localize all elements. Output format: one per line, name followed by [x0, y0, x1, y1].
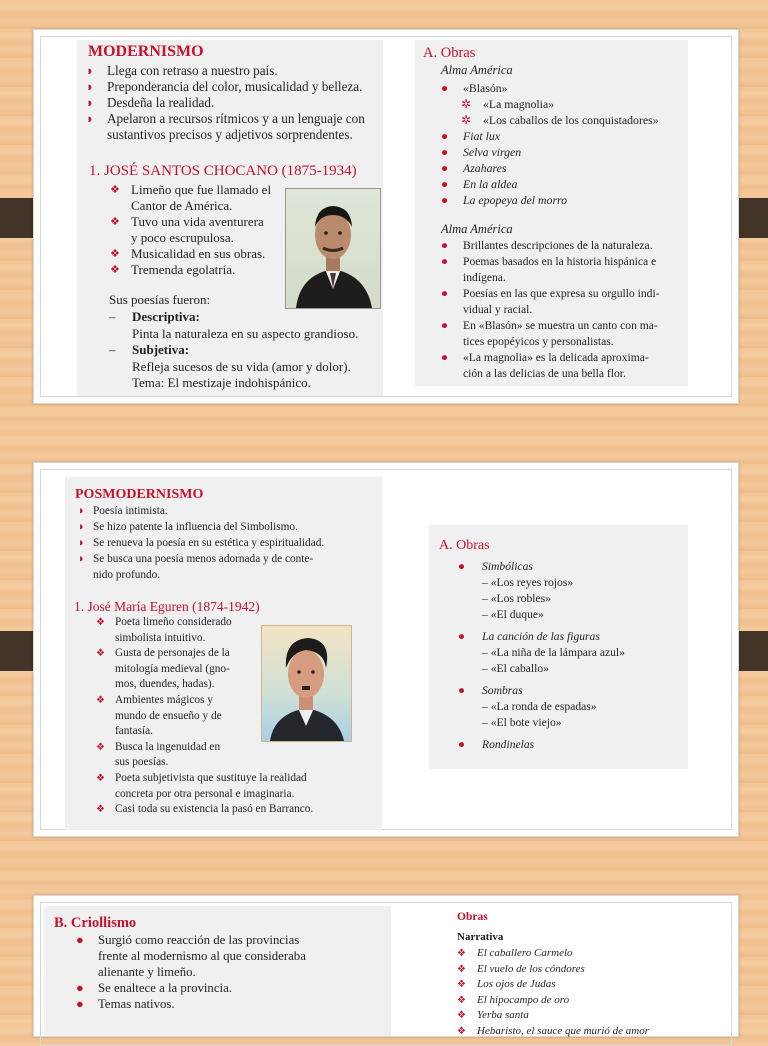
portrait-illustration: [262, 626, 351, 741]
list-item: ❖ Los ojos de Judas: [457, 977, 727, 993]
obras-heading: A. Obras: [423, 45, 476, 61]
dot-bullet-icon: ●: [441, 351, 449, 364]
diamond-bullet-icon: ❖: [96, 617, 105, 628]
list-item: ❖ Busca la ingenuidad en sus poesías.: [96, 740, 221, 769]
dot-bullet-icon: ●: [76, 981, 84, 995]
bullet-icon: ◗: [86, 63, 94, 78]
dot-bullet-icon: ●: [441, 255, 449, 268]
list-item: ● «Blasón»: [441, 81, 508, 95]
diamond-bullet-icon: ❖: [96, 804, 105, 816]
posmodernismo-bullets: [78, 503, 378, 583]
list-item: ◗ Llega con retraso a nuestro país.: [86, 63, 278, 78]
list-item: ◗ Poesía intimista.: [78, 505, 168, 517]
dot-bullet-icon: ●: [441, 177, 449, 191]
list-item: ❖ El caballero Carmelo: [457, 946, 727, 962]
poetry-type-item: – Subjetiva: Refleja sucesos de su vida (amor y dolor). Tema: El mestizaje indohispánico.: [109, 342, 351, 390]
dot-bullet-icon: ●: [458, 684, 466, 697]
author-heading: 1. José María Eguren (1874-1942): [74, 599, 260, 614]
diamond-bullet-icon: ❖: [110, 248, 120, 260]
list-item: ❖ Yerba santa: [457, 1008, 727, 1024]
poetry-types: [109, 309, 399, 392]
list-item: ● Azahares: [441, 161, 507, 175]
criollismo-bullets: [76, 932, 324, 1012]
diamond-bullet-icon: ❖: [110, 264, 120, 276]
dot-bullet-icon: ●: [441, 239, 449, 252]
slide-posmodernismo: [33, 462, 739, 837]
list-item: ❖ Poeta limeño considerado simbolista intuitivo.: [96, 616, 232, 644]
dot-bullet-icon: ●: [76, 997, 84, 1011]
dash-marker: –: [109, 342, 116, 357]
author-heading: 1. JOSÉ SANTOS CHOCANO (1875-1934): [89, 163, 357, 179]
list-item: ● Se enaltece a la provincia.: [76, 981, 232, 995]
eguren-points-wide: [96, 771, 386, 818]
chocano-points: [110, 182, 285, 278]
diamond-bullet-icon: ❖: [457, 994, 466, 1006]
list-item: ❖ El hipocampo de oro: [457, 993, 727, 1009]
list-item: ● En «Blasón» se muestra un canto con ma- tices epopéyicos y personalistas.: [441, 319, 658, 348]
list-item: ❖ Ambientes mágicos y mundo de ensueño y de fantasía.: [96, 693, 222, 738]
list-item: ❖ Poeta subjetivista que sustituye la realidad concreta por otra personal e imaginaria.: [96, 772, 307, 800]
dot-bullet-icon: ●: [441, 129, 449, 143]
diamond-bullet-icon: ❖: [457, 979, 466, 990]
dot-bullet-icon: ●: [441, 287, 449, 300]
bullet-icon: ◗: [86, 111, 94, 126]
diamond-bullet-icon: ❖: [110, 216, 120, 228]
dot-bullet-icon: ●: [458, 560, 466, 573]
modernismo-bullets: [86, 63, 386, 143]
list-item: ❖ Tuvo una vida aventurera y poco escrupulosa.: [110, 214, 264, 245]
list-item: ◗ Apelaron a recursos rítmicos y a un lenguaje con: [86, 111, 365, 126]
list-item: ◗ Preponderancia del color, musicalidad y belleza.: [86, 79, 363, 94]
dot-bullet-icon: ●: [76, 933, 84, 947]
poesias-intro: Sus poesías fueron:: [109, 292, 211, 307]
dot-bullet-icon: ●: [441, 193, 449, 207]
book-title: Alma América: [441, 222, 513, 236]
list-item-nested: ✲ «La magnolia»: [461, 97, 555, 111]
diamond-bullet-icon: ❖: [457, 1025, 466, 1037]
bullet-icon: ◗: [78, 553, 85, 565]
asterisk-bullet-icon: ✲: [461, 97, 471, 111]
work-group: ● Sombras – «La ronda de espadas» – «El bote viejo»: [458, 684, 597, 729]
list-item: ● Brillantes descripciones de la naturaleza.: [441, 239, 653, 252]
list-item: ● Fiat lux: [441, 129, 501, 143]
author-portrait: [285, 188, 381, 309]
diamond-bullet-icon: ❖: [96, 694, 105, 706]
list-item-nested: ✲ «Los caballos de los conquistadores»: [461, 113, 659, 127]
diamond-bullet-icon: ❖: [457, 963, 466, 975]
list-item-continuation: sustantivos precisos y adjetivos sorprendentes.: [107, 127, 353, 142]
dot-bullet-icon: ●: [458, 630, 466, 643]
list-item: ❖ Musicalidad en sus obras.: [110, 246, 266, 261]
list-item: ◗ Desdeña la realidad.: [86, 95, 215, 110]
author-portrait: [261, 625, 352, 742]
narrative-works: [457, 946, 727, 1039]
dot-bullet-icon: ●: [458, 738, 466, 751]
section-title: MODERNISMO: [88, 43, 204, 60]
portrait-illustration: [286, 189, 380, 308]
dash-marker: –: [109, 309, 116, 324]
bullet-icon: ◗: [78, 521, 85, 533]
list-item: ● La epopeya del morro: [441, 193, 568, 207]
bullet-icon: ◗: [86, 95, 94, 110]
list-item: ❖ Limeño que fue llamado el Cantor de América.: [110, 182, 272, 213]
diamond-bullet-icon: ❖: [96, 773, 105, 784]
narrativa-label: Narrativa: [457, 931, 504, 943]
features-list: [441, 238, 687, 382]
dot-bullet-icon: ●: [441, 161, 449, 175]
list-item: ❖ Casi toda su existencia la pasó en Barranco.: [96, 802, 386, 818]
work-group: ● Simbólicas – «Los reyes rojos» – «Los robles» – «El duque»: [458, 560, 574, 621]
diamond-bullet-icon: ❖: [457, 1010, 466, 1021]
work-group: ● Rondinelas: [458, 738, 535, 751]
slide-criollismo: [33, 895, 739, 1037]
list-item: ❖ Tremenda egolatría.: [110, 262, 236, 277]
asterisk-bullet-icon: ✲: [461, 113, 471, 127]
diamond-bullet-icon: ❖: [110, 184, 120, 196]
section-title: B. Criollismo: [54, 915, 137, 931]
list-item: ❖ Hebaristo, el sauce que murió de amor: [457, 1024, 727, 1040]
obras-heading: Obras: [457, 911, 488, 923]
bullet-icon: ◗: [78, 505, 85, 517]
dot-bullet-icon: ●: [441, 81, 449, 95]
list-item: ◗ Se renueva la poesía en su estética y espiritualidad.: [78, 537, 325, 549]
book-title: Alma América: [441, 63, 513, 77]
section-title: POSMODERNISMO: [75, 487, 204, 502]
bullet-icon: ◗: [78, 537, 85, 549]
work-group: ● La canción de las figuras – «La niña de la lámpara azul» – «El caballo»: [458, 630, 625, 675]
list-item: ◗ Se busca una poesía menos adornada y de conte- nido profundo.: [78, 553, 314, 581]
list-item: ● Poemas basados en la historia hispánica e indígena.: [441, 255, 657, 284]
list-item: ❖ El vuelo de los cóndores: [457, 962, 727, 978]
list-item: ❖ Gusta de personajes de la mitología medieval (gno- mos, duendes, hadas).: [96, 647, 230, 691]
obras-list: [441, 80, 711, 208]
eguren-points-narrow: [96, 615, 261, 771]
diamond-bullet-icon: ❖: [457, 948, 466, 959]
slide-modernismo: [33, 29, 739, 404]
bullet-icon: ◗: [86, 79, 94, 94]
obras-heading: A. Obras: [439, 538, 490, 553]
list-item: ◗ Se hizo patente la influencia del Simbolismo.: [78, 521, 298, 533]
obras-groups: [458, 559, 678, 753]
list-item: ● «La magnolia» es la delicada aproxima- ción a las delicias de una bella flor.: [441, 351, 649, 380]
diamond-bullet-icon: ❖: [96, 648, 105, 660]
diamond-bullet-icon: ❖: [96, 741, 105, 753]
list-item: ● Poesías en las que expresa su orgullo indi- vidual y racial.: [441, 287, 660, 316]
poetry-type-item: – Descriptiva: Pinta la naturaleza en su aspecto grandioso.: [109, 309, 359, 341]
list-item: ● Selva virgen: [441, 145, 522, 159]
list-item: ● Temas nativos.: [76, 997, 175, 1011]
dot-bullet-icon: ●: [441, 319, 449, 332]
dot-bullet-icon: ●: [441, 145, 449, 159]
list-item: ● Surgió como reacción de las provincias frente al modernismo al que consideraba alienante y limeño.: [76, 933, 306, 979]
list-item: ● En la aldea: [441, 177, 518, 191]
